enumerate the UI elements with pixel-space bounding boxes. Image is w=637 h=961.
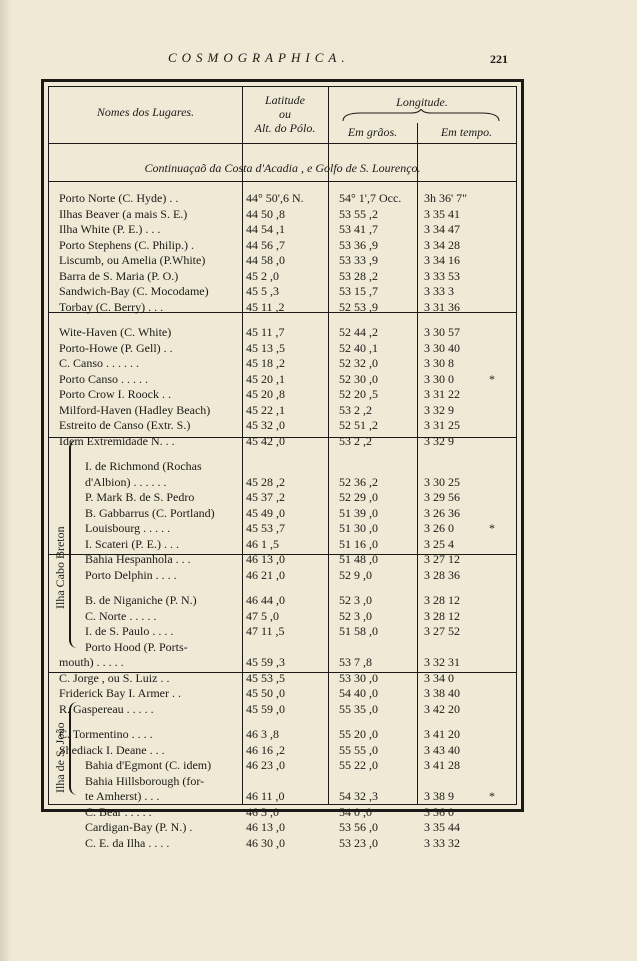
- row-longitude-degrees: 52 44 ,2: [339, 325, 378, 339]
- header-lat: [242, 93, 328, 135]
- row-longitude-time: 3 26 0: [424, 521, 454, 535]
- row-name: mouth) . . . . .: [59, 655, 124, 669]
- header-degrees: Em grãos.: [347, 125, 398, 139]
- row-longitude-time: 3 38 9: [424, 789, 454, 803]
- row-name: C. Bear . . . . .: [85, 804, 152, 819]
- row-longitude-time: 3 28 36: [424, 567, 460, 582]
- row-latitude: 45 11 ,7: [246, 325, 285, 339]
- row-longitude-degrees: 52 51 ,2: [339, 418, 378, 432]
- row-name: B. de Niganiche (P. N.): [85, 593, 197, 607]
- row-longitude-degrees: 53 55 ,2: [339, 206, 378, 221]
- table-frame: [41, 79, 524, 850]
- row-longitude-time: 3 29 56: [424, 490, 460, 504]
- row-name: I. de Richmond (Rochas: [85, 459, 202, 473]
- table-row: [49, 325, 516, 340]
- row-longitude-time: 3 41 28: [424, 758, 460, 772]
- row-name: Porto Norte (C. Hyde) . .: [59, 191, 179, 205]
- row-name: Porto Stephens (C. Philip.) .: [59, 237, 195, 252]
- row-name: B. Gabbarrus (C. Portland): [85, 505, 215, 520]
- row-latitude: 45 53 ,5: [246, 670, 285, 685]
- header-lat-line2: ou: [279, 107, 291, 121]
- row-name: Porto Hood (P. Ports-: [85, 639, 188, 654]
- row-name: Louisbourg . . . . .: [85, 521, 171, 535]
- row-longitude-degrees: 51 30 ,0: [339, 521, 378, 535]
- row-name: C. Jorge , ou S. Luiz . .: [59, 670, 170, 685]
- row-longitude-degrees: 53 28 ,2: [339, 268, 378, 283]
- row-longitude-time: 3 43 40: [424, 742, 460, 757]
- row-longitude-time: 3 34 0: [424, 670, 454, 685]
- table-row: [49, 593, 516, 608]
- row-longitude-degrees: 54 0 ,0: [339, 804, 372, 819]
- row-latitude: 45 13 ,5: [246, 340, 285, 355]
- row-longitude-degrees: 55 20 ,0: [339, 727, 378, 741]
- row-latitude: 46 3 ,8: [246, 727, 279, 741]
- row-longitude-degrees: 52 36 ,2: [339, 474, 378, 489]
- row-longitude-time: 3 30 25: [424, 474, 460, 489]
- table-row: [49, 686, 516, 701]
- row-longitude-degrees: 52 32 ,0: [339, 356, 378, 370]
- row-latitude: 44° 50',6 N.: [246, 191, 304, 205]
- row-latitude: 46 16 ,2: [246, 742, 285, 757]
- row-latitude: 45 32 ,0: [246, 418, 285, 432]
- row-latitude: 45 59 ,0: [246, 701, 285, 716]
- row-longitude-time: 3 28 12: [424, 593, 460, 607]
- table-row: [49, 387, 516, 402]
- row-asterisk: *: [489, 521, 495, 535]
- row-name: Porto Delphin . . . .: [85, 567, 177, 582]
- row-longitude-degrees: 55 22 ,0: [339, 758, 378, 772]
- row-longitude-degrees: 53 30 ,0: [339, 670, 378, 685]
- row-latitude: 46 30 ,0: [246, 835, 285, 850]
- table-row: [49, 269, 516, 284]
- row-longitude-time: 3 30 40: [424, 340, 460, 355]
- row-longitude-degrees: 52 3 ,0: [339, 608, 372, 623]
- row-asterisk: *: [489, 789, 495, 803]
- row-longitude-time: 3 38 40: [424, 686, 460, 700]
- row-latitude: 45 53 ,7: [246, 521, 285, 535]
- row-name: C. Canso . . . . . .: [59, 356, 140, 370]
- table-row: [49, 727, 516, 742]
- section-subtitle: Continuaçaõ da Costa d'Acadia , e Golfo de S. Lourenço.: [144, 161, 421, 175]
- row-name: R. Gaspereau . . . . .: [59, 701, 154, 716]
- row-name: Ilhas Beaver (a mais S. E.): [59, 206, 188, 221]
- row-longitude-time: 3 35 41: [424, 206, 460, 221]
- row-longitude-time: 3 33 53: [424, 268, 460, 283]
- row-name: Estreito de Canso (Extr. S.): [59, 418, 191, 432]
- row-name: Porto-Howe (P. Gell) . .: [59, 340, 173, 355]
- row-name: Sandwich-Bay (C. Mocodame): [59, 284, 209, 298]
- row-latitude: 45 59 ,3: [246, 655, 285, 669]
- row-latitude: 46 44 ,0: [246, 593, 285, 607]
- row-latitude: 46 1 ,5: [246, 536, 279, 551]
- row-name: Bahia Hespanhola . . .: [85, 552, 191, 566]
- row-longitude-degrees: 52 30 ,0: [339, 371, 378, 386]
- row-longitude-time: 3 41 20: [424, 727, 460, 741]
- header-rule: [49, 143, 516, 144]
- row-longitude-time: 3 31 36: [424, 299, 460, 314]
- row-name: Porto Crow I. Roock . .: [59, 387, 171, 401]
- row-longitude-time: 3 33 3: [424, 284, 454, 298]
- table-row: [49, 671, 516, 686]
- row-name: Cardigan-Bay (P. N.) .: [85, 820, 193, 834]
- table-row: [49, 191, 516, 206]
- row-longitude-time: 3 32 9: [424, 433, 454, 448]
- row-longitude-time: 3h 36' 7": [424, 191, 468, 205]
- row-longitude-degrees: 53 41 ,7: [339, 222, 378, 236]
- table-row: [49, 805, 516, 820]
- row-longitude-degrees: 54° 1',7 Occ.: [339, 191, 402, 205]
- row-latitude: 45 28 ,2: [246, 474, 285, 489]
- row-longitude-time: 3 30 8: [424, 356, 454, 370]
- row-latitude: 46 3 ,0: [246, 804, 279, 819]
- row-latitude: 47 5 ,0: [246, 608, 279, 623]
- table-row: [49, 655, 516, 670]
- row-longitude-degrees: 51 58 ,0: [339, 624, 378, 638]
- table-row: [49, 418, 516, 433]
- table-row: [49, 403, 516, 418]
- row-longitude-time: 3 42 20: [424, 701, 460, 716]
- row-longitude-time: 3 36 0: [424, 804, 454, 819]
- table-row: [49, 459, 516, 474]
- row-longitude-degrees: 54 32 ,3: [339, 789, 378, 803]
- row-longitude-time: 3 34 28: [424, 237, 460, 252]
- row-latitude: 46 13 ,0: [246, 820, 285, 834]
- row-longitude-time: 3 33 32: [424, 835, 460, 850]
- row-longitude-time: 3 32 9: [424, 402, 454, 417]
- row-latitude: 44 54 ,1: [246, 222, 285, 236]
- running-head: COSMOGRAPHICA.: [168, 50, 350, 65]
- row-latitude: 46 13 ,0: [246, 552, 285, 566]
- table-row: [49, 758, 516, 773]
- row-latitude: 45 18 ,2: [246, 356, 285, 370]
- row-longitude-degrees: 53 56 ,0: [339, 820, 378, 834]
- row-longitude-degrees: 51 48 ,0: [339, 552, 378, 566]
- table-row: [49, 521, 516, 536]
- table-row: [49, 490, 516, 505]
- row-asterisk: *: [489, 371, 495, 386]
- row-latitude: 44 58 ,0: [246, 253, 285, 267]
- row-longitude-degrees: 52 9 ,0: [339, 567, 372, 582]
- row-name: I. Scateri (P. E.) . . .: [85, 536, 179, 551]
- row-longitude-time: 3 30 57: [424, 325, 460, 339]
- table-row: [49, 743, 516, 758]
- row-latitude: 46 23 ,0: [246, 758, 285, 772]
- side-label-cabo-breton: Ilha Cabo Breton: [53, 526, 67, 609]
- row-longitude-degrees: 53 36 ,9: [339, 237, 378, 252]
- row-longitude-time: 3 28 12: [424, 608, 460, 623]
- row-latitude: 45 5 ,3: [246, 284, 279, 298]
- row-name: Idem Extremidade N. . .: [59, 433, 175, 448]
- table-row: [49, 609, 516, 624]
- table-row: [49, 238, 516, 253]
- table-row: [49, 789, 516, 804]
- row-name: I. de S. Paulo . . . .: [85, 624, 174, 638]
- row-longitude-degrees: 52 29 ,0: [339, 490, 378, 504]
- row-longitude-degrees: 53 33 ,9: [339, 253, 378, 267]
- row-name: P. Mark B. de S. Pedro: [85, 490, 195, 504]
- row-name: C. E. da Ilha . . . .: [85, 835, 170, 850]
- row-name: Bahia Hillsborough (for-: [85, 773, 205, 788]
- row-latitude: 45 50 ,0: [246, 686, 285, 700]
- table-row: [49, 820, 516, 835]
- row-latitude: 45 42 ,0: [246, 433, 285, 448]
- row-longitude-degrees: 55 35 ,0: [339, 701, 378, 716]
- table-row: [49, 300, 516, 315]
- row-longitude-degrees: 53 7 ,8: [339, 655, 372, 669]
- page-number: 221: [490, 52, 508, 66]
- row-longitude-time: 3 30 0: [424, 371, 454, 386]
- row-longitude-degrees: 52 20 ,5: [339, 387, 378, 401]
- row-latitude: 45 2 ,0: [246, 268, 279, 283]
- row-longitude-time: 3 34 16: [424, 253, 460, 267]
- row-longitude-degrees: 51 39 ,0: [339, 505, 378, 520]
- row-name: Porto Canso . . . . .: [59, 371, 149, 386]
- table-row: [49, 253, 516, 268]
- row-name: Milford-Haven (Hadley Beach): [59, 402, 211, 417]
- row-longitude-degrees: 53 2 ,2: [339, 402, 372, 417]
- row-longitude-time: 3 25 4: [424, 536, 454, 551]
- table-row: [49, 624, 516, 639]
- row-latitude: 45 20 ,8: [246, 387, 285, 401]
- row-longitude-time: 3 31 22: [424, 387, 460, 401]
- side-label-s-joao: Ilha de S. João: [53, 722, 67, 793]
- row-latitude: 46 11 ,0: [246, 789, 285, 803]
- row-latitude: 44 56 ,7: [246, 237, 285, 252]
- row-name: d'Albion) . . . . . .: [85, 474, 167, 489]
- row-latitude: 45 20 ,1: [246, 371, 285, 386]
- row-name: Torbay (C. Berry) . . .: [59, 299, 164, 314]
- row-latitude: 45 22 ,1: [246, 402, 285, 417]
- table-row: [49, 537, 516, 552]
- page-gutter-shadow: [0, 0, 12, 961]
- table-row: [49, 506, 516, 521]
- table-row: [49, 434, 516, 449]
- row-longitude-degrees: 53 23 ,0: [339, 835, 378, 850]
- row-name: C. Norte . . . . .: [85, 608, 157, 623]
- header-lat-line1: Latitude: [264, 93, 305, 107]
- row-name: Wite-Haven (C. White): [59, 325, 172, 339]
- row-name: te Amherst) . . .: [85, 789, 160, 803]
- row-longitude-time: 3 26 36: [424, 505, 460, 520]
- row-longitude-time: 3 34 47: [424, 222, 460, 236]
- table-row: [49, 341, 516, 356]
- row-latitude: 47 11 ,5: [246, 624, 285, 638]
- header-name: Nomes dos Lugares.: [96, 105, 195, 119]
- row-longitude-time: 3 27 12: [424, 552, 460, 566]
- table-row: [49, 568, 516, 583]
- row-latitude: 45 49 ,0: [246, 505, 285, 520]
- row-name: Liscumb, ou Amelia (P.White): [59, 253, 206, 267]
- table-row: [49, 475, 516, 490]
- table-row: [49, 640, 516, 655]
- row-latitude: 46 21 ,0: [246, 567, 285, 582]
- table-row: [49, 222, 516, 237]
- table-row: [49, 356, 516, 371]
- table-row: [49, 774, 516, 789]
- header-time: Em tempo.: [440, 125, 493, 139]
- row-longitude-degrees: 55 55 ,0: [339, 742, 378, 757]
- row-name: Bahia d'Egmont (C. idem): [85, 758, 212, 772]
- row-longitude-degrees: 53 15 ,7: [339, 284, 378, 298]
- row-latitude: 44 50 ,8: [246, 206, 285, 221]
- table-row: [49, 284, 516, 299]
- table-row: [49, 552, 516, 567]
- row-latitude: 45 37 ,2: [246, 490, 285, 504]
- row-name: Ilha White (P. E.) . . .: [59, 222, 161, 236]
- row-longitude-time: 3 35 44: [424, 820, 460, 834]
- row-longitude-degrees: 51 16 ,0: [339, 536, 378, 551]
- table-row: [49, 702, 516, 717]
- header-lat-line3: Alt. do Pólo.: [254, 121, 316, 135]
- table-row: [49, 372, 516, 387]
- header-lon: Longitude.: [396, 95, 448, 109]
- row-latitude: 45 11 ,2: [246, 299, 285, 314]
- row-longitude-degrees: 52 40 ,1: [339, 340, 378, 355]
- row-longitude-time: 3 32 31: [424, 655, 460, 669]
- row-name: Barra de S. Maria (P. O.): [59, 268, 179, 283]
- row-name: Shediack I. Deane . . .: [59, 742, 165, 757]
- row-name: C. Tormentino . . . .: [59, 727, 153, 741]
- table-row: [49, 207, 516, 222]
- row-name: Friderick Bay I. Armer . .: [59, 686, 181, 700]
- header-lon-brace: [341, 109, 501, 123]
- row-longitude-degrees: 52 53 ,9: [339, 299, 378, 314]
- row-longitude-degrees: 54 40 ,0: [339, 686, 378, 700]
- table-row: [49, 836, 516, 851]
- row-longitude-degrees: 52 3 ,0: [339, 593, 372, 607]
- subtitle-rule: [49, 181, 516, 182]
- row-longitude-time: 3 27 52: [424, 624, 460, 638]
- row-longitude-degrees: 53 2 ,2: [339, 433, 372, 448]
- table: [48, 86, 517, 850]
- row-longitude-time: 3 31 25: [424, 418, 460, 432]
